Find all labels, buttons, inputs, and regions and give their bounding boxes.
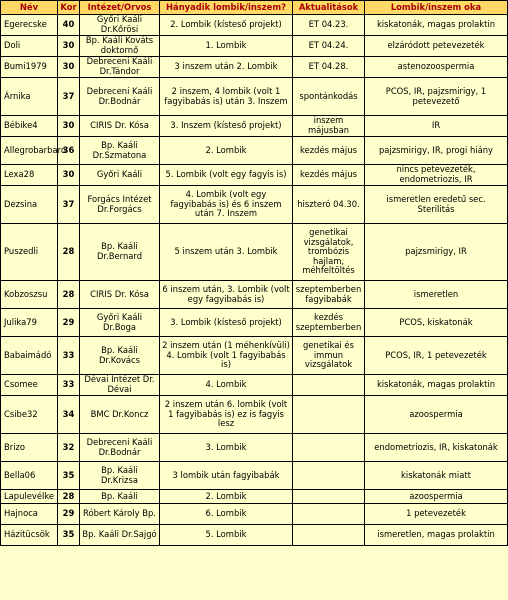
cell-nev: Brizo [1,434,58,462]
table-row [1,337,508,375]
cell-kor: 37 [58,78,80,116]
cell-hanyadik: 3. Lombik (kísteső projekt) [160,309,293,337]
cell-ok: nincs petevezeték, endometriozis, IR [365,165,508,186]
table-row [1,78,508,116]
cell-nev: Csomee [1,375,58,396]
cell-aktualitas [293,375,365,396]
cell-ok: ismeretlen eredetű sec. Sterilitás [365,186,508,224]
cell-aktualitas: genetikai és immun vizsgálatok [293,337,365,375]
table-row [1,462,508,490]
cell-kor: 32 [58,434,80,462]
cell-kor: 30 [58,57,80,78]
cell-aktualitas: kezdés szeptemberben [293,309,365,337]
cell-nev: Lapulevélke [1,490,58,504]
table-row [1,434,508,462]
table-row [1,525,508,546]
table-row [1,186,508,224]
table-row [1,281,508,309]
cell-ok: azoospermia [365,396,508,434]
cell-intezet: Bp. Kaáli [80,490,160,504]
cell-kor: 29 [58,309,80,337]
cell-intezet: CIRIS Dr. Kósa [80,116,160,137]
cell-ok: pajzsmirigy, IR [365,224,508,281]
header-nev: Név [1,1,58,15]
cell-aktualitas: kezdés május [293,165,365,186]
cell-kor: 28 [58,281,80,309]
cell-aktualitas: spontánkodás [293,78,365,116]
cell-hanyadik: 2. Lombik [160,490,293,504]
cell-nev: Dezsina [1,186,58,224]
cell-nev: Julika79 [1,309,58,337]
cell-intezet: Debreceni Kaáli Dr.Tándor [80,57,160,78]
cell-intezet: Bp. Kaáli Dr.Kovács [80,337,160,375]
cell-aktualitas [293,434,365,462]
cell-hanyadik: 2 inszem után (1 méhenkívüli) 4. Lombik (volt 1 fagyibabás is) [160,337,293,375]
cell-intezet: Bp. Kaáli Dr.Szmatona [80,137,160,165]
cell-aktualitas [293,525,365,546]
cell-hanyadik: 3 inszem után 2. Lombik [160,57,293,78]
cell-intezet: Debreceni Kaáli Dr.Bodnár [80,434,160,462]
cell-kor: 30 [58,116,80,137]
cell-intezet: BMC Dr.Koncz [80,396,160,434]
cell-nev: Árnika [1,78,58,116]
cell-ok: PCOS, kiskatonák [365,309,508,337]
cell-hanyadik: 4. Lombik (volt egy fagyibabás is) és 6 inszem után 7. Inszem [160,186,293,224]
table-row [1,490,508,504]
cell-intezet: Győri Kaáli Dr.Kőrösi [80,15,160,36]
cell-kor: 28 [58,224,80,281]
cell-ok: kiskatonák miatt [365,462,508,490]
cell-kor: 30 [58,36,80,57]
cell-kor: 35 [58,525,80,546]
cell-hanyadik: 3 lombik után fagyibabák [160,462,293,490]
cell-hanyadik: 5 inszem után 3. Lombik [160,224,293,281]
cell-intezet: Bp. Kaáli Dr.Sajgó [80,525,160,546]
cell-intezet: Bp. Kaáli Kováts doktornő [80,36,160,57]
cell-intezet: Forgács Intézet Dr.Forgács [80,186,160,224]
header-row [1,1,508,15]
cell-hanyadik: 5. Lombik [160,525,293,546]
cell-kor: 30 [58,165,80,186]
table-row [1,165,508,186]
header-aktualitas: Aktualitások [293,1,365,15]
cell-ok: azoospermia [365,490,508,504]
cell-hanyadik: 2 inszem után 6. lombik (volt 1 fagyibabás is) ez is fagyis lesz [160,396,293,434]
cell-nev: Allegrobarbaro [1,137,58,165]
header-hanyadik: Hányadik lombik/inszem? [160,1,293,15]
cell-aktualitas [293,462,365,490]
cell-nev: Hajnoca [1,504,58,525]
cell-nev: Babaimádó [1,337,58,375]
cell-nev: Puszedli [1,224,58,281]
cell-hanyadik: 6 inszem után, 3. Lombik (volt egy fagyibabás is) [160,281,293,309]
cell-nev: Kobzoszsu [1,281,58,309]
cell-aktualitas: inszem májusban [293,116,365,137]
cell-kor: 28 [58,490,80,504]
cell-nev: Doli [1,36,58,57]
cell-ok: endometriozis, IR, kiskatonák [365,434,508,462]
cell-ok: 1 petevezeték [365,504,508,525]
table-row [1,396,508,434]
cell-intezet: Dévai Intézet Dr. Dévai [80,375,160,396]
cell-hanyadik: 2 inszem, 4 lombik (volt 1 fagyibabás is) után 3. Inszem [160,78,293,116]
cell-aktualitas: ET 04.23. [293,15,365,36]
cell-kor: 33 [58,375,80,396]
cell-kor: 29 [58,504,80,525]
cell-hanyadik: 4. Lombik [160,375,293,396]
cell-nev: Lexa28 [1,165,58,186]
cell-nev: Bella06 [1,462,58,490]
table-row [1,137,508,165]
cell-hanyadik: 3. Lombik [160,434,293,462]
cell-aktualitas: ET 04.28. [293,57,365,78]
table-row [1,57,508,78]
table-row [1,309,508,337]
cell-hanyadik: 5. Lombik (volt egy fagyis is) [160,165,293,186]
cell-ok: ismeretlen [365,281,508,309]
cell-aktualitas [293,396,365,434]
cell-kor: 40 [58,15,80,36]
cell-kor: 33 [58,337,80,375]
cell-intezet: CIRIS Dr. Kósa [80,281,160,309]
cell-hanyadik: 1. Lombik [160,36,293,57]
cell-ok: pajzsmirigy, IR, progi hiány [365,137,508,165]
cell-aktualitas: kezdés május [293,137,365,165]
cell-ok: elzáródott petevezeték [365,36,508,57]
cell-hanyadik: 3. Inszem (kísteső projekt) [160,116,293,137]
cell-intezet: Győri Kaáli [80,165,160,186]
cell-ok: PCOS, IR, pajzsmirigy, 1 petevezető [365,78,508,116]
cell-hanyadik: 6. Lombik [160,504,293,525]
cell-aktualitas [293,490,365,504]
table-row [1,15,508,36]
table-row [1,116,508,137]
cell-kor: 35 [58,462,80,490]
cell-nev: Bébike4 [1,116,58,137]
table-row [1,375,508,396]
header-intezet: Intézet/Orvos [80,1,160,15]
header-ok: Lombik/inszem oka [365,1,508,15]
table-row [1,504,508,525]
cell-aktualitas: ET 04.24. [293,36,365,57]
cell-ok: PCOS, IR, 1 petevezeték [365,337,508,375]
cell-intezet: Bp. Kaáli Dr.Bernard [80,224,160,281]
cell-ok: kiskatonák, magas prolaktin [365,15,508,36]
cell-ok: astenozoospermia [365,57,508,78]
header-kor: Kor [58,1,80,15]
cell-kor: 37 [58,186,80,224]
table-row [1,224,508,281]
cell-nev: Bumi1979 [1,57,58,78]
cell-intezet: Győri Kaáli Dr.Boga [80,309,160,337]
cell-ok: ismeretlen, magas prolaktin [365,525,508,546]
cell-hanyadik: 2. Lombik (kísteső projekt) [160,15,293,36]
cell-ok: kiskatonák, magas prolaktin [365,375,508,396]
cell-kor: 34 [58,396,80,434]
cell-ok: IR [365,116,508,137]
cell-aktualitas [293,504,365,525]
cell-aktualitas: szeptemberben fagyibabák [293,281,365,309]
cell-intezet: Bp. Kaáli Dr.Krizsa [80,462,160,490]
cell-aktualitas: genetikai vizsgálatok, trombózis hajlam, méhfeltöltés [293,224,365,281]
table-row [1,36,508,57]
cell-intezet: Róbert Károly Bp. [80,504,160,525]
cell-nev: Egerecske [1,15,58,36]
cell-nev: Házitücsök [1,525,58,546]
cell-intezet: Debreceni Kaáli Dr.Bodnár [80,78,160,116]
cell-kor: 36 [58,137,80,165]
cell-nev: Csibe32 [1,396,58,434]
cell-hanyadik: 2. Lombik [160,137,293,165]
cell-aktualitas: hiszteró 04.30. [293,186,365,224]
table-body [1,15,508,546]
